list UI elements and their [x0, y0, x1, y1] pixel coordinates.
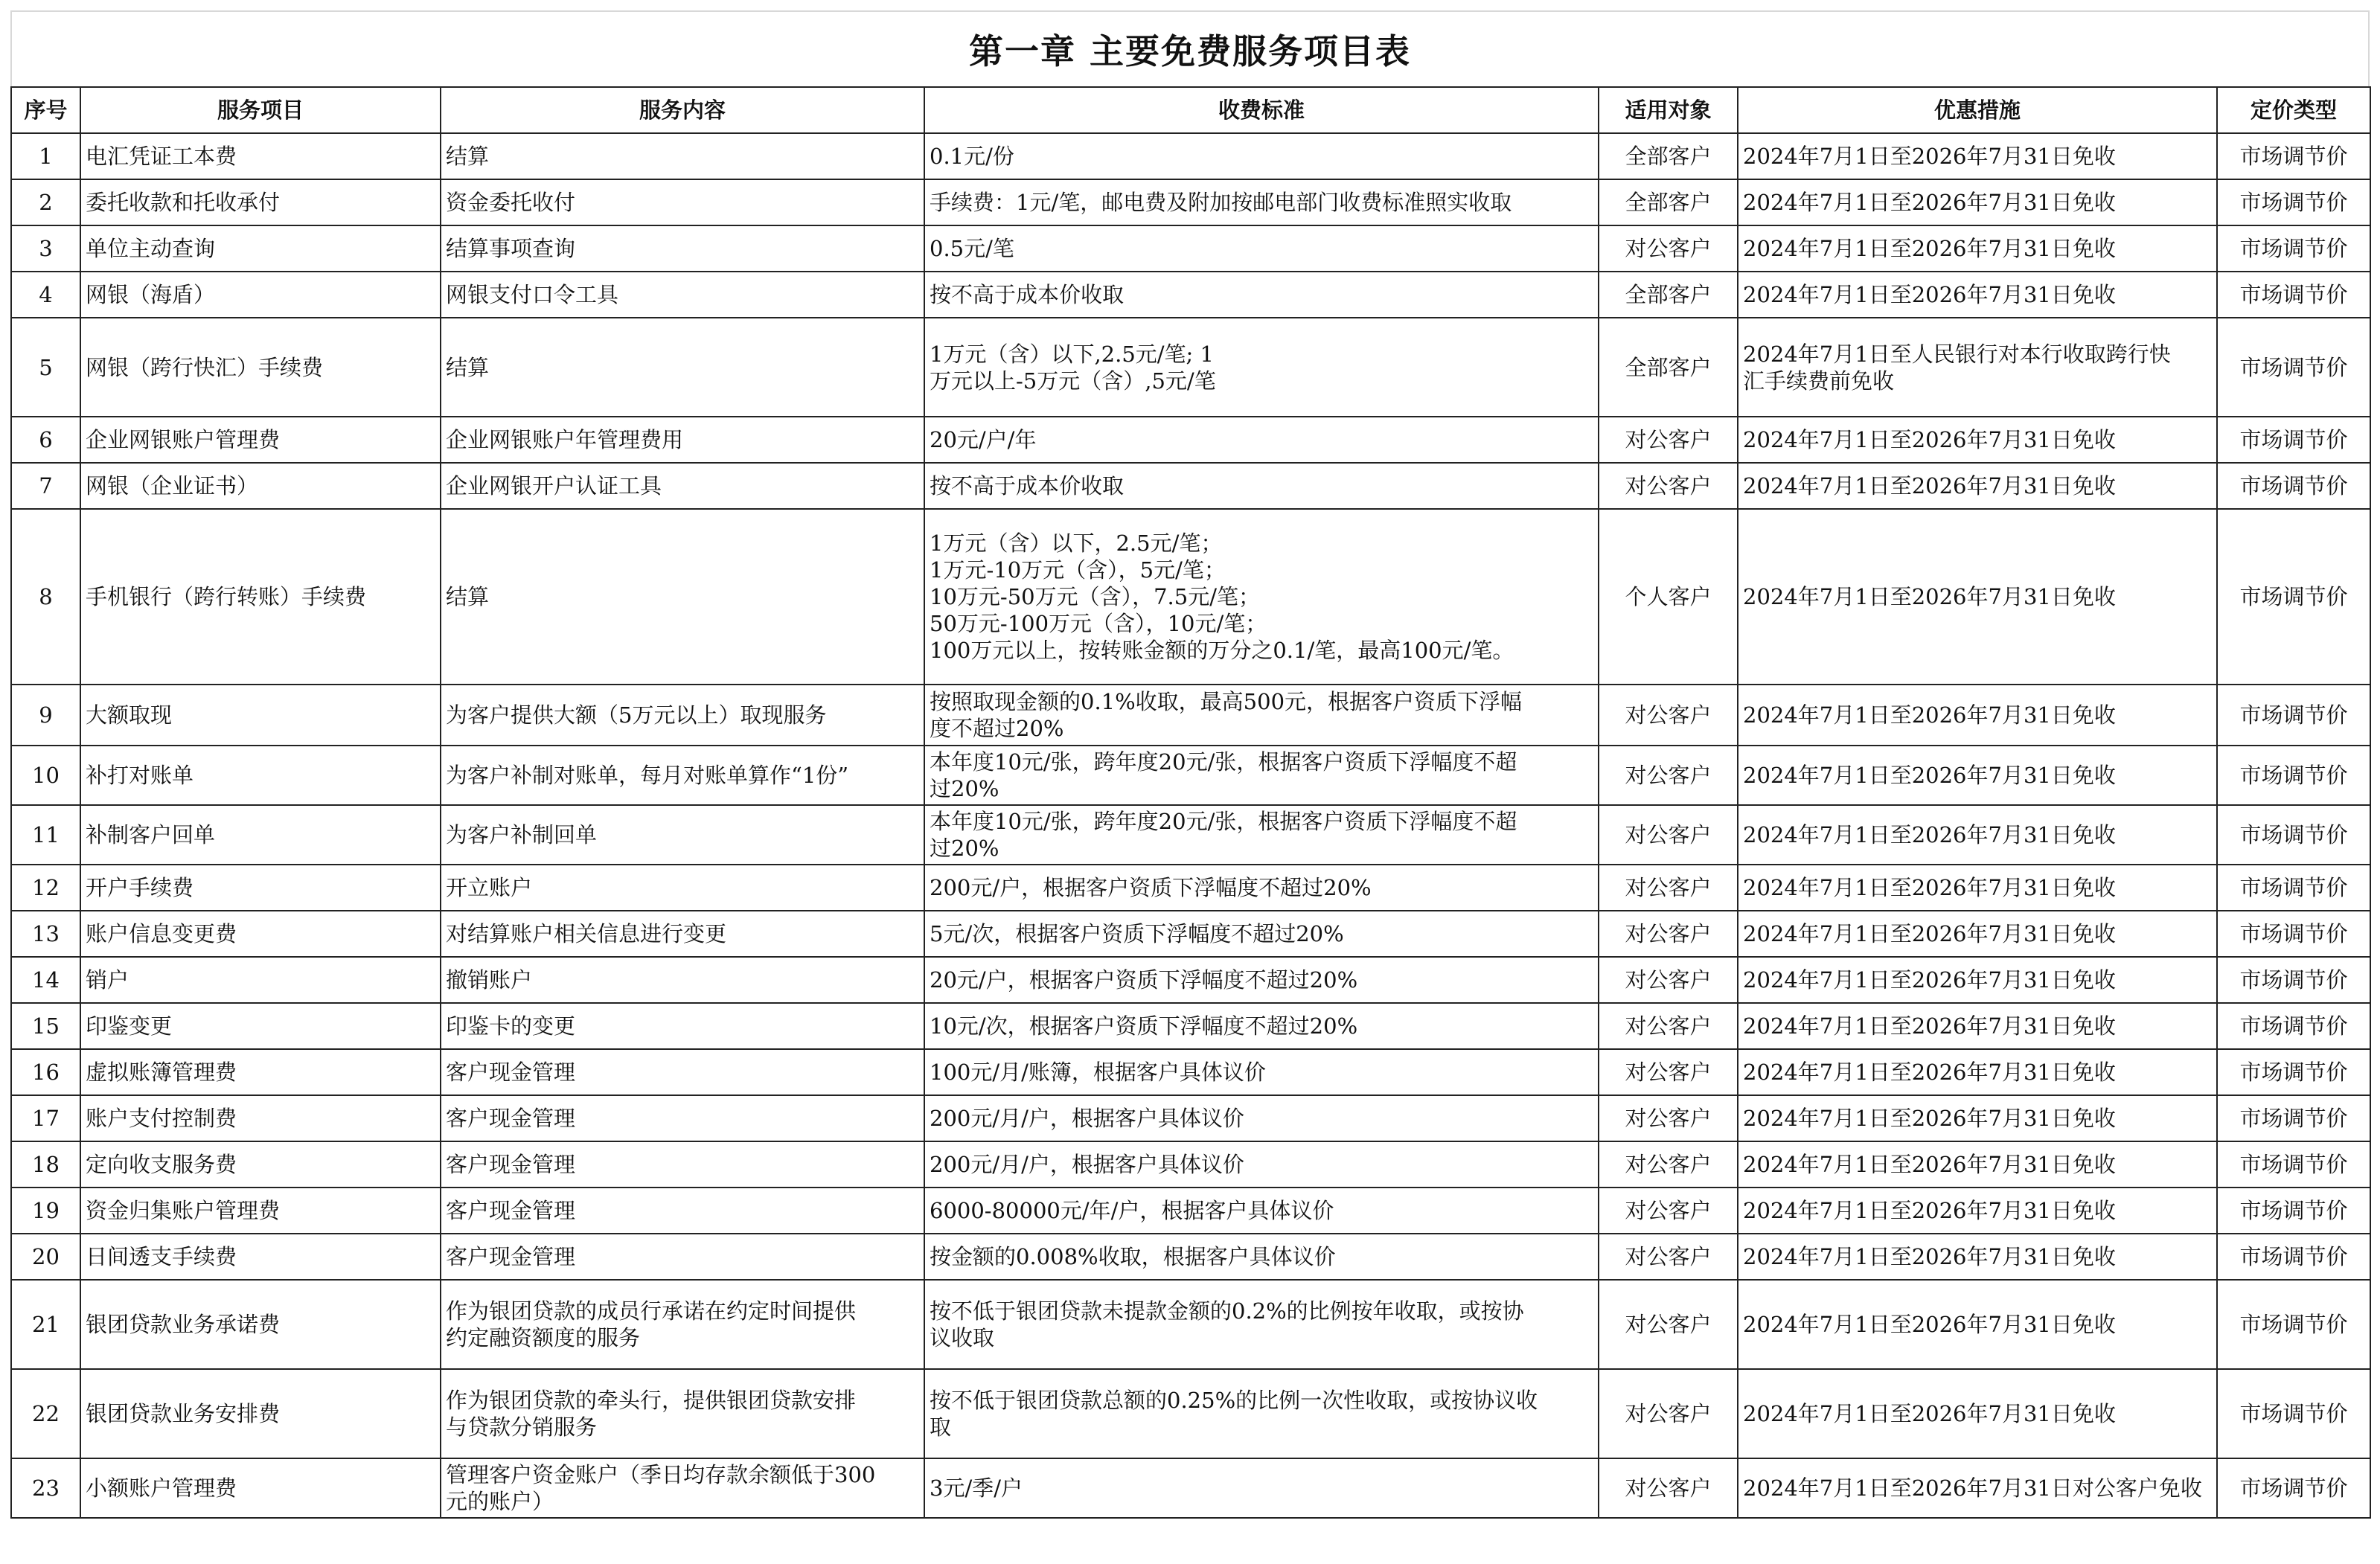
header-cell: 服务项目: [80, 87, 441, 133]
cell-item: 电汇凭证工本费: [80, 133, 441, 179]
cell-no: 4: [11, 272, 80, 318]
cell-fee: 手续费：1元/笔，邮电费及附加按邮电部门收费标准照实收取: [924, 179, 1599, 225]
cell-no: 22: [11, 1369, 80, 1458]
cell-item: 定向收支服务费: [80, 1141, 441, 1188]
cell-discount: 2024年7月1日至2026年7月31日免收: [1738, 463, 2217, 509]
cell-no: 5: [11, 318, 80, 417]
cell-item: 网银（企业证书）: [80, 463, 441, 509]
table-row: [11, 1095, 2370, 1141]
cell-target: 对公客户: [1599, 1141, 1738, 1188]
table-row: [11, 1369, 2370, 1458]
cell-item: 资金归集账户管理费: [80, 1188, 441, 1234]
cell-discount: 2024年7月1日至2026年7月31日免收: [1738, 805, 2217, 865]
cell-type: 市场调节价: [2217, 463, 2370, 509]
table-row: [11, 911, 2370, 957]
cell-content: 管理客户资金账户（季日均存款余额低于300 元的账户）: [441, 1458, 924, 1518]
header-cell: 服务内容: [441, 87, 924, 133]
cell-no: 16: [11, 1049, 80, 1095]
cell-fee: 20元/户，根据客户资质下浮幅度不超过20%: [924, 957, 1599, 1003]
cell-fee: 按不高于成本价收取: [924, 272, 1599, 318]
cell-type: 市场调节价: [2217, 1003, 2370, 1049]
cell-type: 市场调节价: [2217, 865, 2370, 911]
cell-discount: 2024年7月1日至2026年7月31日免收: [1738, 1369, 2217, 1458]
cell-fee: 5元/次，根据客户资质下浮幅度不超过20%: [924, 911, 1599, 957]
table-row: [11, 685, 2370, 746]
cell-content: 客户现金管理: [441, 1049, 924, 1095]
page-title: 第一章 主要免费服务项目表: [968, 31, 1411, 71]
cell-fee: 本年度10元/张，跨年度20元/张，根据客户资质下浮幅度不超 过20%: [924, 805, 1599, 865]
fee-sheet: [10, 10, 2370, 1519]
cell-fee: 200元/户，根据客户资质下浮幅度不超过20%: [924, 865, 1599, 911]
cell-fee: 按照取现金额的0.1%收取，最高500元，根据客户资质下浮幅 度不超过20%: [924, 685, 1599, 746]
cell-item: 销户: [80, 957, 441, 1003]
cell-target: 对公客户: [1599, 911, 1738, 957]
cell-item: 补打对账单: [80, 746, 441, 805]
cell-target: 对公客户: [1599, 957, 1738, 1003]
cell-content: 开立账户: [441, 865, 924, 911]
cell-item: 企业网银账户管理费: [80, 417, 441, 463]
cell-no: 8: [11, 509, 80, 685]
cell-no: 11: [11, 805, 80, 865]
cell-content: 撤销账户: [441, 957, 924, 1003]
cell-no: 7: [11, 463, 80, 509]
cell-discount: 2024年7月1日至2026年7月31日免收: [1738, 911, 2217, 957]
cell-type: 市场调节价: [2217, 179, 2370, 225]
cell-item: 网银（海盾）: [80, 272, 441, 318]
cell-content: 作为银团贷款的成员行承诺在约定时间提供 约定融资额度的服务: [441, 1280, 924, 1369]
cell-discount: 2024年7月1日至2026年7月31日免收: [1738, 133, 2217, 179]
cell-type: 市场调节价: [2217, 225, 2370, 272]
cell-no: 12: [11, 865, 80, 911]
cell-type: 市场调节价: [2217, 1141, 2370, 1188]
cell-item: 开户手续费: [80, 865, 441, 911]
cell-target: 全部客户: [1599, 318, 1738, 417]
cell-no: 2: [11, 179, 80, 225]
cell-content: 网银支付口令工具: [441, 272, 924, 318]
cell-no: 21: [11, 1280, 80, 1369]
cell-discount: 2024年7月1日至2026年7月31日免收: [1738, 1141, 2217, 1188]
cell-type: 市场调节价: [2217, 417, 2370, 463]
cell-type: 市场调节价: [2217, 1234, 2370, 1280]
cell-target: 对公客户: [1599, 1458, 1738, 1518]
cell-fee: 200元/月/户，根据客户具体议价: [924, 1141, 1599, 1188]
cell-content: 客户现金管理: [441, 1095, 924, 1141]
cell-item: 网银（跨行快汇）手续费: [80, 318, 441, 417]
header-cell: 适用对象: [1599, 87, 1738, 133]
cell-discount: 2024年7月1日至2026年7月31日免收: [1738, 417, 2217, 463]
cell-content: 结算: [441, 509, 924, 685]
cell-content: 作为银团贷款的牵头行，提供银团贷款安排 与贷款分销服务: [441, 1369, 924, 1458]
cell-content: 为客户补制对账单，每月对账单算作“1份”: [441, 746, 924, 805]
cell-fee: 6000-80000元/年/户，根据客户具体议价: [924, 1188, 1599, 1234]
cell-target: 全部客户: [1599, 272, 1738, 318]
cell-item: 账户信息变更费: [80, 911, 441, 957]
cell-discount: 2024年7月1日至2026年7月31日免收: [1738, 1280, 2217, 1369]
cell-item: 委托收款和托收承付: [80, 179, 441, 225]
cell-content: 结算: [441, 133, 924, 179]
cell-discount: 2024年7月1日至2026年7月31日免收: [1738, 1234, 2217, 1280]
cell-fee: 200元/月/户，根据客户具体议价: [924, 1095, 1599, 1141]
cell-type: 市场调节价: [2217, 1369, 2370, 1458]
table-row: [11, 318, 2370, 417]
header-cell: 定价类型: [2217, 87, 2370, 133]
table-row: [11, 463, 2370, 509]
cell-item: 日间透支手续费: [80, 1234, 441, 1280]
header-cell: 序号: [11, 87, 80, 133]
cell-type: 市场调节价: [2217, 911, 2370, 957]
cell-discount: 2024年7月1日至2026年7月31日免收: [1738, 272, 2217, 318]
cell-target: 对公客户: [1599, 1003, 1738, 1049]
cell-target: 对公客户: [1599, 463, 1738, 509]
fee-table: [10, 86, 2371, 1519]
cell-content: 客户现金管理: [441, 1141, 924, 1188]
cell-content: 资金委托收付: [441, 179, 924, 225]
cell-fee: 20元/户/年: [924, 417, 1599, 463]
table-row: [11, 225, 2370, 272]
cell-fee: 10元/次，根据客户资质下浮幅度不超过20%: [924, 1003, 1599, 1049]
cell-item: 补制客户回单: [80, 805, 441, 865]
cell-target: 全部客户: [1599, 133, 1738, 179]
cell-fee: 按不低于银团贷款未提款金额的0.2%的比例按年收取，或按协 议收取: [924, 1280, 1599, 1369]
cell-type: 市场调节价: [2217, 746, 2370, 805]
cell-no: 13: [11, 911, 80, 957]
cell-target: 对公客户: [1599, 746, 1738, 805]
cell-discount: 2024年7月1日至2026年7月31日免收: [1738, 685, 2217, 746]
header-cell: 收费标准: [924, 87, 1599, 133]
cell-target: 对公客户: [1599, 417, 1738, 463]
cell-discount: 2024年7月1日至2026年7月31日对公客户免收: [1738, 1458, 2217, 1518]
cell-type: 市场调节价: [2217, 685, 2370, 746]
cell-type: 市场调节价: [2217, 1095, 2370, 1141]
cell-target: 对公客户: [1599, 1369, 1738, 1458]
cell-discount: 2024年7月1日至2026年7月31日免收: [1738, 1003, 2217, 1049]
table-row: [11, 133, 2370, 179]
table-row: [11, 1141, 2370, 1188]
cell-no: 9: [11, 685, 80, 746]
cell-content: 企业网银开户认证工具: [441, 463, 924, 509]
cell-target: 对公客户: [1599, 1095, 1738, 1141]
table-row: [11, 746, 2370, 805]
cell-discount: 2024年7月1日至2026年7月31日免收: [1738, 1188, 2217, 1234]
cell-item: 账户支付控制费: [80, 1095, 441, 1141]
cell-fee: 0.1元/份: [924, 133, 1599, 179]
cell-fee: 按不高于成本价收取: [924, 463, 1599, 509]
cell-discount: 2024年7月1日至2026年7月31日免收: [1738, 1095, 2217, 1141]
cell-content: 客户现金管理: [441, 1188, 924, 1234]
cell-no: 14: [11, 957, 80, 1003]
cell-type: 市场调节价: [2217, 1049, 2370, 1095]
cell-content: 对结算账户相关信息进行变更: [441, 911, 924, 957]
table-row: [11, 1188, 2370, 1234]
cell-content: 客户现金管理: [441, 1234, 924, 1280]
cell-target: 对公客户: [1599, 1280, 1738, 1369]
cell-type: 市场调节价: [2217, 133, 2370, 179]
table-row: [11, 179, 2370, 225]
cell-no: 6: [11, 417, 80, 463]
cell-target: 对公客户: [1599, 1049, 1738, 1095]
cell-type: 市场调节价: [2217, 272, 2370, 318]
cell-no: 10: [11, 746, 80, 805]
cell-item: 大额取现: [80, 685, 441, 746]
cell-no: 23: [11, 1458, 80, 1518]
cell-type: 市场调节价: [2217, 318, 2370, 417]
cell-content: 结算: [441, 318, 924, 417]
cell-item: 印鉴变更: [80, 1003, 441, 1049]
cell-fee: 1万元（含）以下,2.5元/笔; 1 万元以上-5万元（含）,5元/笔: [924, 318, 1599, 417]
cell-target: 对公客户: [1599, 685, 1738, 746]
table-row: [11, 509, 2370, 685]
cell-target: 对公客户: [1599, 225, 1738, 272]
cell-target: 个人客户: [1599, 509, 1738, 685]
cell-target: 对公客户: [1599, 805, 1738, 865]
cell-content: 结算事项查询: [441, 225, 924, 272]
cell-discount: 2024年7月1日至人民银行对本行收取跨行快 汇手续费前免收: [1738, 318, 2217, 417]
cell-type: 市场调节价: [2217, 957, 2370, 1003]
cell-discount: 2024年7月1日至2026年7月31日免收: [1738, 1049, 2217, 1095]
cell-no: 20: [11, 1234, 80, 1280]
title-row: [10, 10, 2370, 86]
table-row: [11, 1280, 2370, 1369]
cell-no: 3: [11, 225, 80, 272]
cell-no: 18: [11, 1141, 80, 1188]
cell-target: 全部客户: [1599, 179, 1738, 225]
cell-item: 手机银行（跨行转账）手续费: [80, 509, 441, 685]
cell-discount: 2024年7月1日至2026年7月31日免收: [1738, 865, 2217, 911]
cell-no: 19: [11, 1188, 80, 1234]
cell-discount: 2024年7月1日至2026年7月31日免收: [1738, 509, 2217, 685]
cell-content: 印鉴卡的变更: [441, 1003, 924, 1049]
cell-discount: 2024年7月1日至2026年7月31日免收: [1738, 179, 2217, 225]
cell-fee: 1万元（含）以下，2.5元/笔； 1万元-10万元（含），5元/笔； 10万元-50万元（含），7.5元/笔； 50万元-100万元（含），10元/笔； 100万元以上，按转账金额的万分之0.1/笔，最高100元/笔。: [924, 509, 1599, 685]
cell-no: 1: [11, 133, 80, 179]
table-row: [11, 805, 2370, 865]
header-cell: 优惠措施: [1738, 87, 2217, 133]
table-row: [11, 417, 2370, 463]
cell-discount: 2024年7月1日至2026年7月31日免收: [1738, 225, 2217, 272]
cell-content: 为客户补制回单: [441, 805, 924, 865]
cell-target: 对公客户: [1599, 865, 1738, 911]
table-row: [11, 1458, 2370, 1518]
cell-fee: 按金额的0.008%收取，根据客户具体议价: [924, 1234, 1599, 1280]
cell-content: 为客户提供大额（5万元以上）取现服务: [441, 685, 924, 746]
header-row: [11, 87, 2370, 133]
cell-fee: 按不低于银团贷款总额的0.25%的比例一次性收取，或按协议收 取: [924, 1369, 1599, 1458]
cell-discount: 2024年7月1日至2026年7月31日免收: [1738, 746, 2217, 805]
cell-type: 市场调节价: [2217, 1458, 2370, 1518]
cell-item: 小额账户管理费: [80, 1458, 441, 1518]
cell-fee: 本年度10元/张，跨年度20元/张，根据客户资质下浮幅度不超 过20%: [924, 746, 1599, 805]
cell-item: 银团贷款业务承诺费: [80, 1280, 441, 1369]
cell-fee: 0.5元/笔: [924, 225, 1599, 272]
table-row: [11, 1003, 2370, 1049]
cell-type: 市场调节价: [2217, 509, 2370, 685]
table-row: [11, 957, 2370, 1003]
cell-type: 市场调节价: [2217, 805, 2370, 865]
table-row: [11, 865, 2370, 911]
cell-no: 17: [11, 1095, 80, 1141]
cell-no: 15: [11, 1003, 80, 1049]
cell-target: 对公客户: [1599, 1234, 1738, 1280]
cell-fee: 100元/月/账簿，根据客户具体议价: [924, 1049, 1599, 1095]
cell-type: 市场调节价: [2217, 1188, 2370, 1234]
table-row: [11, 1234, 2370, 1280]
table-row: [11, 1049, 2370, 1095]
cell-content: 企业网银账户年管理费用: [441, 417, 924, 463]
cell-item: 虚拟账簿管理费: [80, 1049, 441, 1095]
cell-type: 市场调节价: [2217, 1280, 2370, 1369]
cell-target: 对公客户: [1599, 1188, 1738, 1234]
table-row: [11, 272, 2370, 318]
cell-discount: 2024年7月1日至2026年7月31日免收: [1738, 957, 2217, 1003]
cell-fee: 3元/季/户: [924, 1458, 1599, 1518]
cell-item: 银团贷款业务安排费: [80, 1369, 441, 1458]
cell-item: 单位主动查询: [80, 225, 441, 272]
